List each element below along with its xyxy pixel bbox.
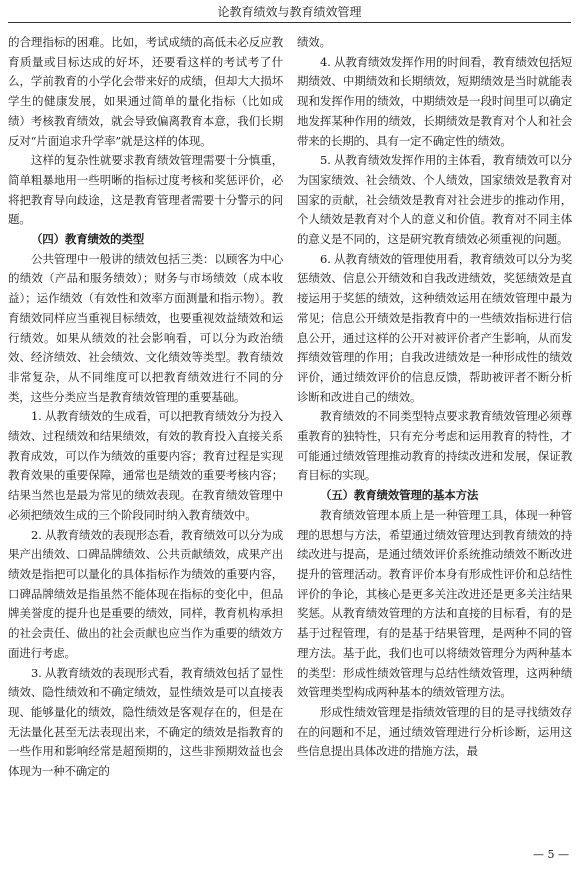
paragraph: 形成性绩效管理是指绩效管理的目的是寻找绩效存在的问题和不足，通过绩效管理进行分析诊断，运用这些信息提出具体改进的措施方法，最 — [297, 704, 572, 759]
header-rule — [8, 22, 571, 23]
paragraph: 的合理指标的困难。比如，考试成绩的高低未必反应教育质量或目标达成的好坏，还要看这样的考试考了什么，学前教育的小学化会带来好的成绩，但却大大损坏学生的健康发展，如果通过简单的量化指标（比如成绩）考核教育绩效，就会导致偏离教育本意，我们长期反对“片面追求升学率”就是这样的体现。 — [8, 35, 283, 148]
paragraph: 教育绩效的不同类型特点要求教育绩效管理必须尊重教育的独特性，只有充分考虑和运用教育的特性，才可能通过绩效管理推动教育的持续改进和发展，保证教育目标的实现。 — [297, 409, 572, 483]
paragraph: 6. 从教育绩效的管理使用看，教育绩效可以分为奖惩绩效、信息公开绩效和自我改进绩效，奖惩绩效是直接运用于奖惩的绩效，这种绩效运用在绩效管理中最为常见；信息公开绩效是指教育中的一些绩效指标进行信息公开，通过这样的公开对被评价者产生影响，从而发挥绩效管理的作用；自我改进绩效是一种形成性的绩效评价，通过绩效评价的信息反馈，帮助被评者不断分析诊断和改进自己的绩效。 — [297, 251, 572, 404]
paragraph: 绩效。 — [297, 35, 331, 49]
paragraph: 公共管理中一般讲的绩效包括三类：以顾客为中心的绩效（产品和服务绩效）；财务与市场绩效（成本收益）；运作绩效（有效性和效率方面测量和指示物）。教育绩效同样应当重视目标绩效，也要重视效益绩效和运行绩效。如果从绩效的社会影响看，可以分为政治绩效、经济绩效、社会绩效、文化绩效等类型。教育绩效非常复杂，从不同维度可以把教育绩效进行不同的分类，这些分类应当是教育绩效管理的重要基础。 — [8, 251, 283, 404]
paragraph: 5. 从教育绩效发挥作用的主体看，教育绩效可以分为国家绩效、社会绩效、个人绩效，国家绩效是教育对国家的贡献，社会绩效是教育对社会进步的推动作用，个人绩效是教育对个人的意义和价值。教育对不同主体的意义是不同的，这是研究教育绩效必须重视的问题。 — [297, 153, 572, 247]
section-heading: （四）教育绩效的类型 — [31, 232, 144, 247]
paragraph: 这样的复杂性就要求教育绩效管理需要十分慎重，简单粗暴地用一些明晰的指标过度考核和奖惩评价，必将把教育导向歧途，这是教育管理者需要十分警示的问题。 — [8, 153, 283, 227]
section-heading: （五）教育绩效管理的基本方法 — [320, 488, 479, 503]
paragraph: 2. 从教育绩效的表现形态看，教育绩效可以分为成果产出绩效、口碑品牌绩效、公共贡献绩效，成果产出绩效是指把可以量化的具体指标作为绩效的重要内容，口碑品牌绩效是指虽然不能体现在指标的变化中，但品牌美誉度的提升也是重要的绩效，同样，教育机构承担的社会责任、做出的社会贡献也应当作为重要的绩效方面进行考虑。 — [8, 527, 283, 660]
right-column — [297, 33, 572, 762]
page-number: — 5 — — [533, 848, 569, 861]
running-title: 论教育绩效与教育绩效管理 — [217, 5, 362, 19]
paragraph: 1. 从教育绩效的生成看，可以把教育绩效分为投入绩效、过程绩效和结果绩效，有效的教育投入直接关系教育成效，可以作为绩效的重要内容；教育过程是实现教育效果的重要保障，通常也是绩效的重要考核内容；结果当然也是最为常见的绩效表现。在教育绩效管理中必须把绩效生成的三个阶段同时纳入教育绩效中。 — [8, 409, 283, 522]
left-column — [8, 33, 283, 782]
paragraph: 教育绩效管理本质上是一种管理工具，体现一种管理的思想与方法，希望通过绩效管理达到教育绩效的持续改进与提高，是通过绩效评价系统推动绩效不断改进提升的管理活动。教育评价本身有形成性评价和总结性评价的争论，其核心是更多关注改进还是更多关注结果奖惩。从教育绩效管理的方法和直接的目标看，有的是基于过程管理，有的是基于结果管理，是两种不同的管理方法。基于此，我们也可以将绩效管理分为两种基本的类型：形成性绩效管理与总结性绩效管理，这两种绩效管理类型构成两种基本的绩效管理方法。 — [297, 507, 572, 700]
paragraph: 3. 从教育绩效的表现形式看，教育绩效包括了显性绩效、隐性绩效和不确定绩效，显性绩效是可以直接表现、能够量化的绩效，隐性绩效是客观存在的，但是在无法量化甚至无法表现出来，不确定的绩效是指教育的一些作用和影响经常是超预期的，这些非预期效益也会体现为一种不确定的 — [8, 665, 283, 779]
paragraph: 4. 从教育绩效发挥作用的时间看，教育绩效包括短期绩效、中期绩效和长期绩效，短期绩效是当时就能表现和发挥作用的绩效，中期绩效是一段时间里可以确定地发挥某种作用的绩效，长期绩效是教育对个人和社会带来的长期的、具有一定不确定性的绩效。 — [297, 54, 572, 148]
